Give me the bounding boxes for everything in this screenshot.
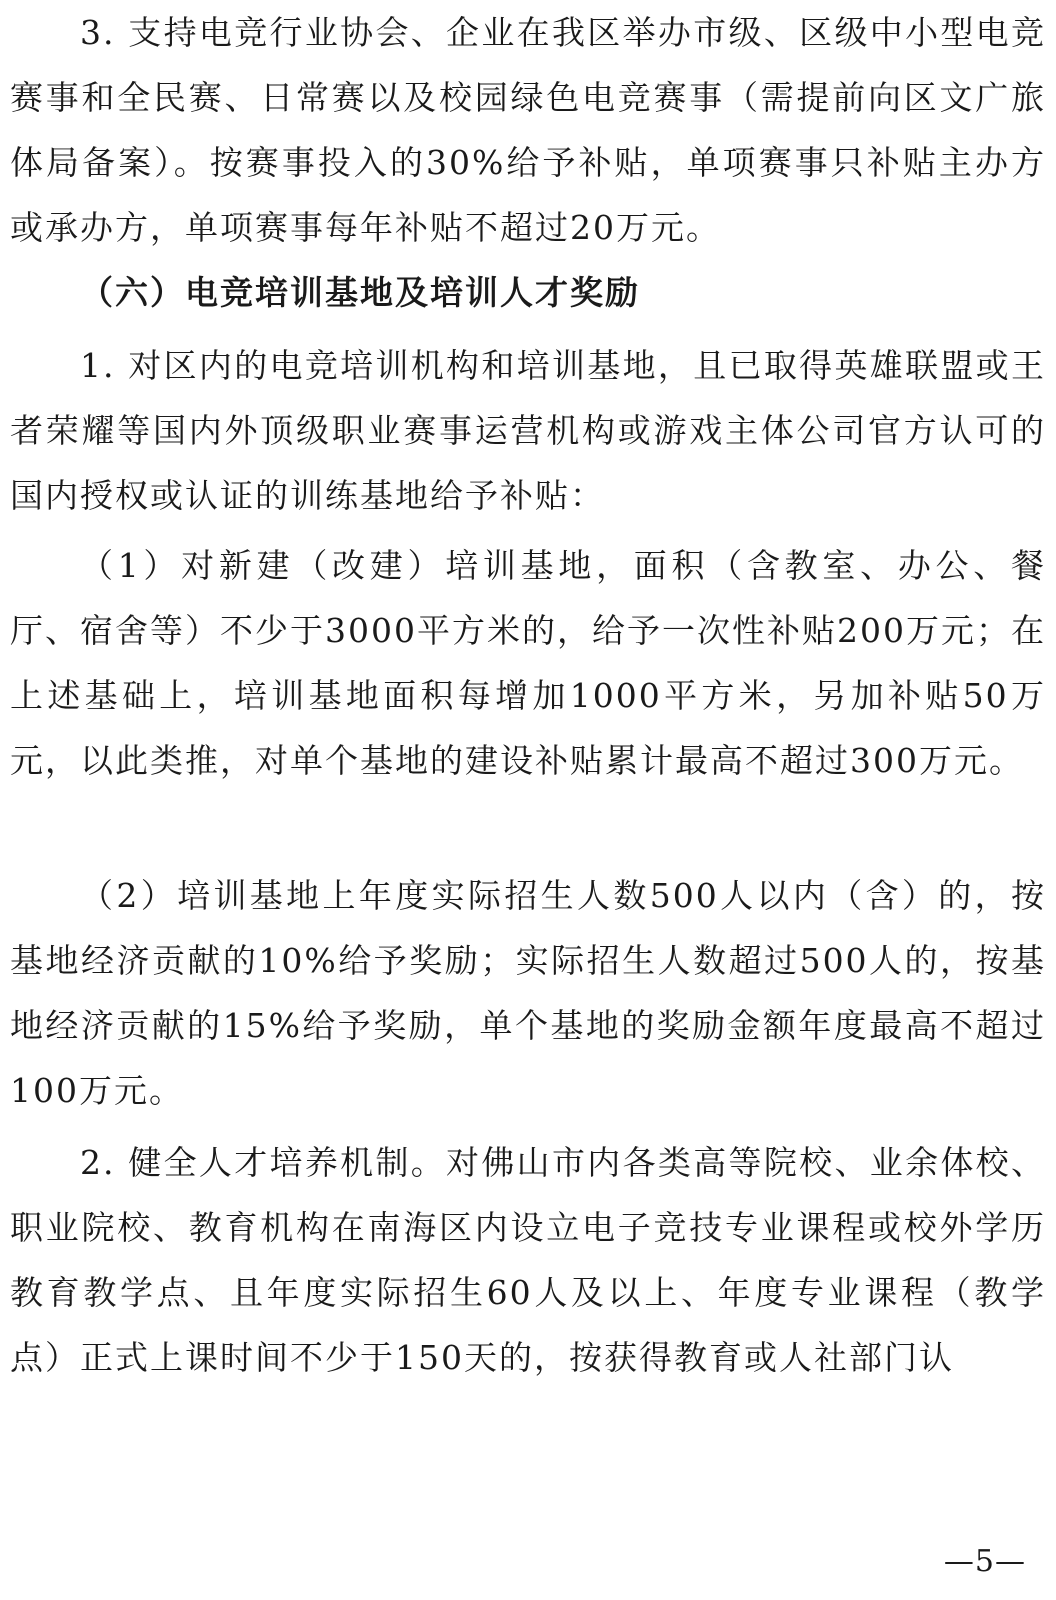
paragraph-talent-cultivation: 2. 健全人才培养机制。对佛山市内各类高等院校、业余体校、职业院校、教育机构在南海区内设立电子竞技专业课程或校外学历教育教学点、且年度实际招生60人及以上、年度专业课程（教学点）正式上课时间不少于150天的，按获得教育或人社部门认 — [10, 1143, 1046, 1377]
document-page — [10, 0, 1046, 1600]
paragraph-enrollment-reward: （2）培训基地上年度实际招生人数500人以内（含）的，按基地经济贡献的10%给予奖励；实际招生人数超过500人的，按基地经济贡献的15%给予奖励，单个基地的奖励金额年度最高不超过100万元。 — [10, 876, 1046, 1110]
paragraph-construction-subsidy: （1）对新建（改建）培训基地，面积（含教室、办公、餐厅、宿舍等）不少于3000平方米的，给予一次性补贴200万元；在上述基础上，培训基地面积每增加1000平方米，另加补贴50万元，以此类推，对单个基地的建设补贴累计最高不超过300万元。 — [10, 546, 1046, 780]
page-number: —5— — [943, 1544, 1026, 1579]
paragraph-training-base-subsidy: 1. 对区内的电竞培训机构和培训基地，且已取得英雄联盟或王者荣耀等国内外顶级职业赛事运营机构或游戏主体公司官方认可的国内授权或认证的训练基地给予补贴： — [10, 346, 1046, 515]
section-heading-training-base: （六）电竞培训基地及培训人才奖励 — [80, 273, 640, 312]
paragraph-esports-events-subsidy: 3. 支持电竞行业协会、企业在我区举办市级、区级中小型电竞赛事和全民赛、日常赛以及校园绿色电竞赛事（需提前向区文广旅体局备案）。按赛事投入的30%给予补贴，单项赛事只补贴主办方或承办方，单项赛事每年补贴不超过20万元。 — [10, 13, 1046, 247]
